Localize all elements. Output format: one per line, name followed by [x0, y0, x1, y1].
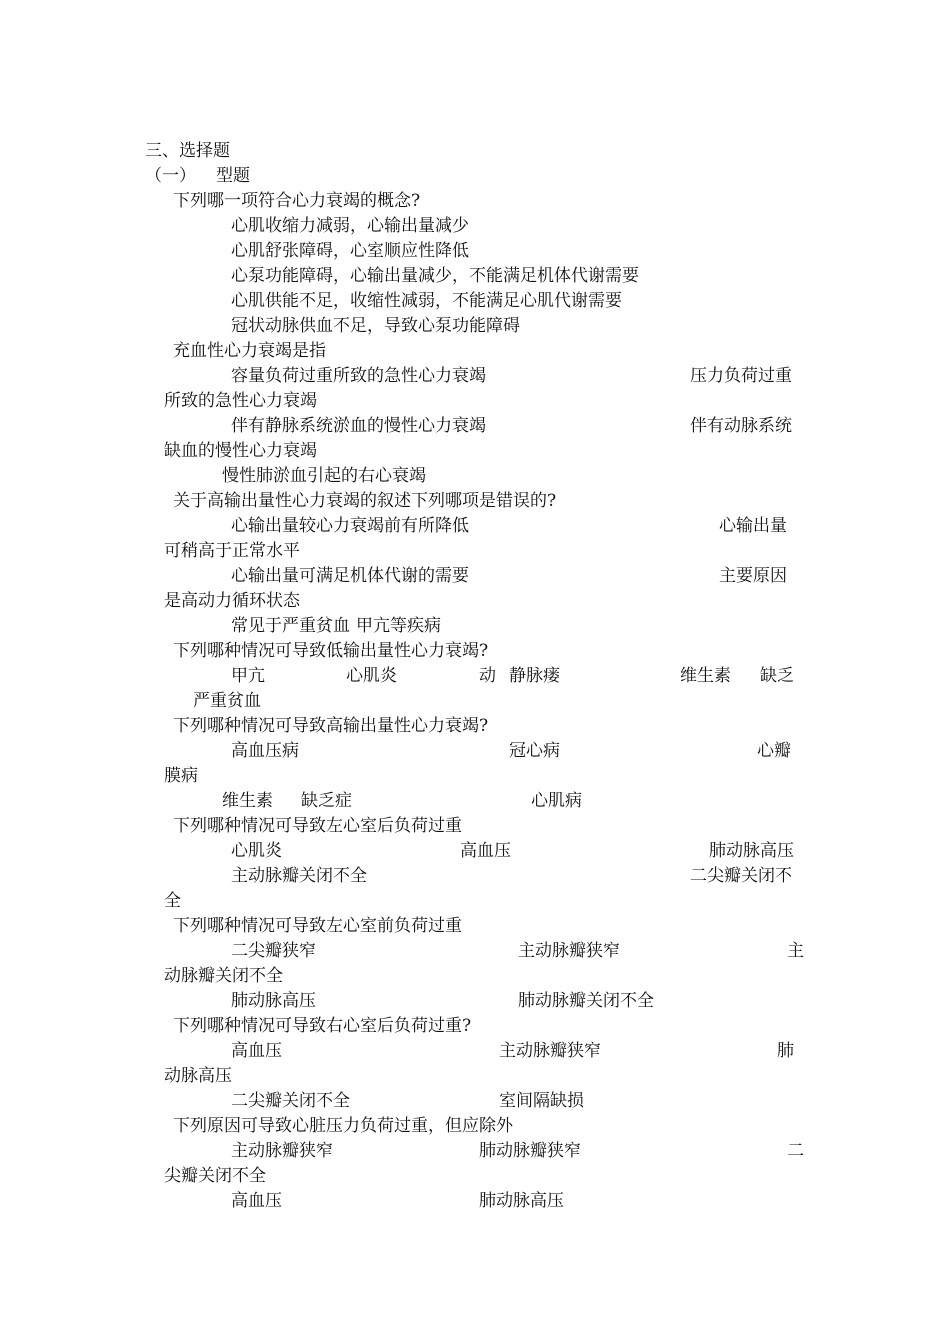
- question-4-option: 心肌炎: [346, 666, 397, 686]
- subtitle-type: 型题: [216, 166, 250, 186]
- question-5-option: 心瓣: [757, 741, 791, 761]
- question-4-option: 严重贫血: [193, 691, 261, 711]
- question-3-option: 心输出量可满足机体代谢的需要: [231, 566, 469, 586]
- question-9-option: 主动脉瓣狭窄: [231, 1141, 333, 1161]
- question-7-option: 动脉瓣关闭不全: [164, 966, 283, 986]
- question-6-option: 肺动脉高压: [709, 841, 794, 861]
- question-8-option: 动脉高压: [164, 1066, 232, 1086]
- question-4-option: 静脉瘘: [509, 666, 560, 686]
- question-2-option: 压力负荷过重: [690, 366, 792, 386]
- question-6-option: 高血压: [460, 841, 511, 861]
- question-4-option: 甲亢: [231, 666, 265, 686]
- question-6-option: 二尖瓣关闭不: [690, 866, 792, 886]
- question-2-option: 缺血的慢性心力衰竭: [164, 441, 317, 461]
- question-6-option: 心肌炎: [231, 841, 282, 861]
- question-2-option: 伴有静脉系统淤血的慢性心力衰竭: [231, 416, 486, 436]
- question-3-option: 常见于严重贫血: [231, 616, 350, 636]
- question-4-option: 动: [479, 666, 496, 686]
- question-5-stem: 下列哪种情况可导致高输出量性心力衰竭?: [173, 716, 489, 736]
- question-9-option: 二: [787, 1141, 804, 1161]
- question-5-option: 冠心病: [509, 741, 560, 761]
- question-3-option: 是高动力循环状态: [164, 591, 300, 611]
- question-2-option: 所致的急性心力衰竭: [164, 391, 317, 411]
- question-4-option: 维生素: [680, 666, 731, 686]
- subtitle-number: （一）: [145, 166, 196, 186]
- question-9-stem: 下列原因可导致心脏压力负荷过重，但应除外: [173, 1116, 513, 1136]
- question-4-option: 缺乏: [760, 666, 794, 686]
- question-3-option: 可稍高于正常水平: [164, 541, 300, 561]
- question-2-stem: 充血性心力衰竭是指: [173, 341, 326, 361]
- question-8-stem: 下列哪种情况可导致右心室后负荷过重?: [173, 1016, 472, 1036]
- question-2-option: 慢性肺淤血引起的右心衰竭: [222, 466, 426, 486]
- question-1-option: 心泵功能障碍，心输出量减少，不能满足机体代谢需要: [231, 266, 639, 286]
- question-9-option: 高血压: [231, 1191, 282, 1211]
- question-1-option: 心肌收缩力减弱，心输出量减少: [231, 216, 469, 236]
- question-3-option: 心输出量较心力衰竭前有所降低: [231, 516, 469, 536]
- question-8-option: 主动脉瓣狭窄: [499, 1041, 601, 1061]
- question-8-option: 高血压: [231, 1041, 282, 1061]
- question-7-option: 二尖瓣狭窄: [231, 941, 316, 961]
- question-3-option: 心输出量: [719, 516, 787, 536]
- question-1-stem: 下列哪一项符合心力衰竭的概念?: [173, 191, 421, 211]
- question-8-option: 肺: [777, 1041, 794, 1061]
- question-8-option: 二尖瓣关闭不全: [231, 1091, 350, 1111]
- question-1-option: 冠状动脉供血不足，导致心泵功能障碍: [231, 316, 520, 336]
- question-5-option: 缺乏症: [301, 791, 352, 811]
- question-3-option: 甲亢等疾病: [356, 616, 441, 636]
- question-7-option: 肺动脉高压: [231, 991, 316, 1011]
- question-3-stem: 关于高输出量性心力衰竭的叙述下列哪项是错误的?: [173, 491, 557, 511]
- question-1-option: 心肌供能不足，收缩性减弱，不能满足心肌代谢需要: [231, 291, 622, 311]
- question-1-option: 心肌舒张障碍，心室顺应性降低: [231, 241, 469, 261]
- question-9-option: 肺动脉瓣狭窄: [479, 1141, 581, 1161]
- question-5-option: 维生素: [222, 791, 273, 811]
- question-2-option: 容量负荷过重所致的急性心力衰竭: [231, 366, 486, 386]
- question-6-option: 主动脉瓣关闭不全: [231, 866, 367, 886]
- question-9-option: 肺动脉高压: [479, 1191, 564, 1211]
- question-5-option: 膜病: [164, 766, 198, 786]
- question-2-option: 伴有动脉系统: [690, 416, 792, 436]
- question-4-stem: 下列哪种情况可导致低输出量性心力衰竭?: [173, 641, 489, 661]
- question-7-stem: 下列哪种情况可导致左心室前负荷过重: [173, 916, 462, 936]
- question-9-option: 尖瓣关闭不全: [164, 1166, 266, 1186]
- question-6-stem: 下列哪种情况可导致左心室后负荷过重: [173, 816, 462, 836]
- section-title: 三、选择题: [145, 141, 230, 161]
- question-7-option: 主: [787, 941, 804, 961]
- question-8-option: 室间隔缺损: [499, 1091, 584, 1111]
- question-7-option: 肺动脉瓣关闭不全: [518, 991, 654, 1011]
- question-6-option: 全: [164, 891, 181, 911]
- question-5-option: 心肌病: [531, 791, 582, 811]
- question-7-option: 主动脉瓣狭窄: [518, 941, 620, 961]
- question-5-option: 高血压病: [231, 741, 299, 761]
- question-3-option: 主要原因: [719, 566, 787, 586]
